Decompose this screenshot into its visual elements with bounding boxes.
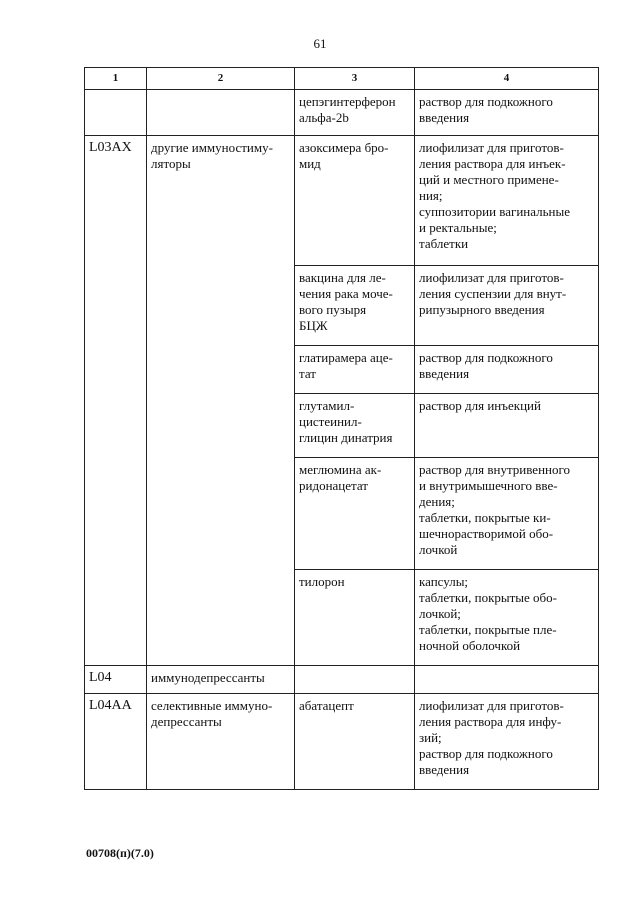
dosage-form-cell: раствор для инъекций [415, 394, 599, 458]
dosage-form-cell: раствор для подкожного введения [415, 90, 599, 136]
substance-cell: цепэгинтерферон альфа-2b [295, 90, 415, 136]
substance-cell: тилорон [295, 570, 415, 666]
atc-code-cell: L04AA [85, 694, 147, 790]
column-header-2: 2 [147, 68, 295, 90]
page-number: 61 [313, 36, 327, 51]
atc-code-cell: L03AX [85, 136, 147, 666]
dosage-form-cell: лиофилизат для приготов- ления раствора для инфу- зий; раствор для подкожного введения [415, 694, 599, 790]
dosage-form-cell: лиофилизат для приготов- ления суспензии для внут- рипузырного введения [415, 266, 599, 346]
atc-code-cell [85, 90, 147, 136]
dosage-form-cell: раствор для подкожного введения [415, 346, 599, 394]
column-header-1: 1 [85, 68, 147, 90]
substance-cell: азоксимера бро- мид [295, 136, 415, 266]
group-cell: другие иммуностиму- ляторы [147, 136, 295, 666]
substance-cell: вакцина для ле- чения рака моче- вого пузыря БЦЖ [295, 266, 415, 346]
dosage-form-cell: раствор для внутривенного и внутримышечного вве- дения; таблетки, покрытые ки- шечнорастворимой обо- лочкой [415, 458, 599, 570]
group-cell [147, 90, 295, 136]
group-cell: селективные иммуно- депрессанты [147, 694, 295, 790]
drug-table [84, 67, 599, 790]
dosage-form-cell [415, 666, 599, 694]
substance-cell [295, 666, 415, 694]
dosage-form-cell: капсулы; таблетки, покрытые обо- лочкой; таблетки, покрытые пле- ночной оболочкой [415, 570, 599, 666]
group-cell: иммунодепрессанты [147, 666, 295, 694]
substance-cell: абатацепт [295, 694, 415, 790]
document-footer-code: 00708(п)(7.0) [86, 846, 154, 860]
substance-cell: глутамил- цистеинил- глицин динатрия [295, 394, 415, 458]
table-row [85, 666, 599, 694]
table-row [85, 694, 599, 790]
substance-cell: меглюмина ак- ридонацетат [295, 458, 415, 570]
dosage-form-cell: лиофилизат для приготов- ления раствора для инъек- ций и местного примене- ния; суппозитории вагинальные и ректальные; таблетки [415, 136, 599, 266]
column-header-4: 4 [415, 68, 599, 90]
table-row [85, 90, 599, 136]
substance-cell: глатирамера аце- тат [295, 346, 415, 394]
column-header-3: 3 [295, 68, 415, 90]
table-row [85, 136, 599, 266]
atc-code-cell: L04 [85, 666, 147, 694]
table-header-row [85, 68, 599, 90]
